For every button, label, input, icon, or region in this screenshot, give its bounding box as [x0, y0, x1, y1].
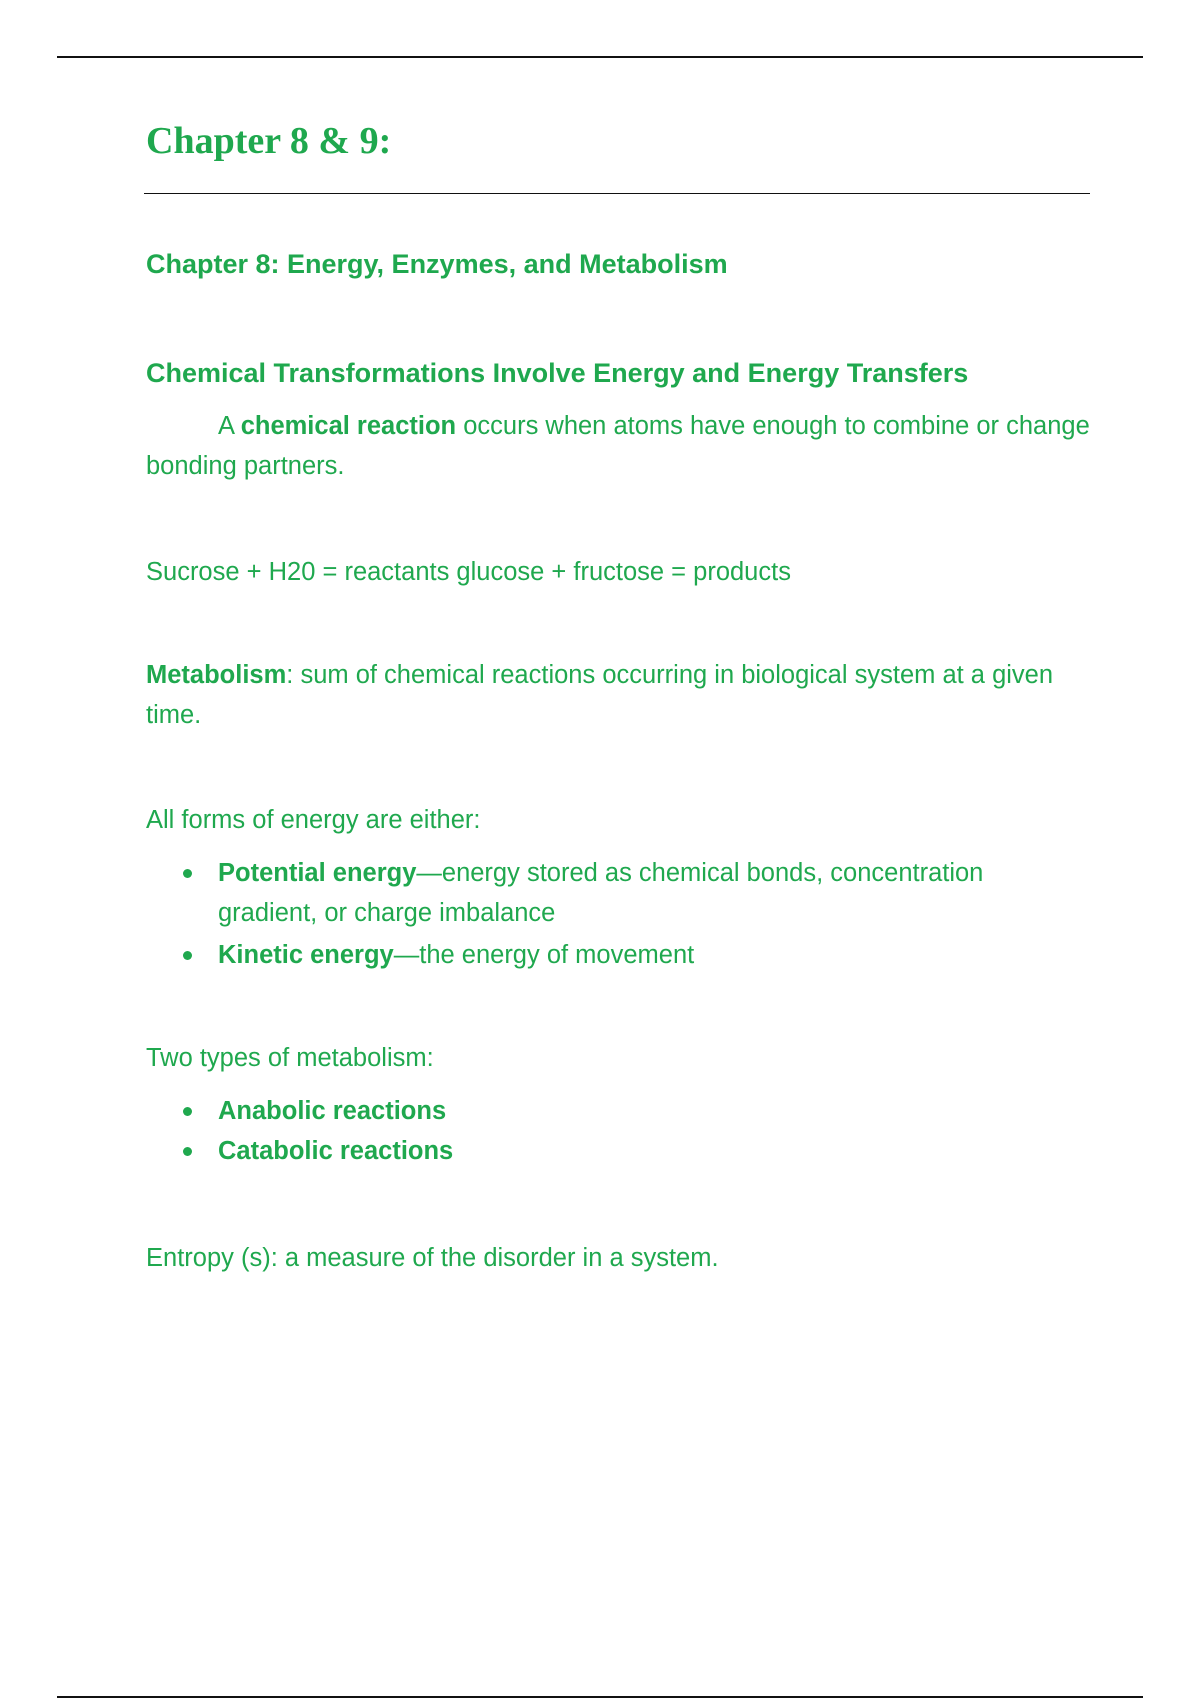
chemical-reaction-prefix: A	[218, 412, 241, 440]
metabolism-paragraph	[146, 655, 1090, 735]
potential-energy-term: Potential energy	[218, 859, 417, 887]
page-title: Chapter 8 & 9:	[146, 120, 392, 162]
kinetic-energy-term: Kinetic energy	[218, 941, 394, 969]
chemical-reaction-paragraph	[146, 406, 1090, 486]
chemical-reaction-term: chemical reaction	[240, 412, 457, 440]
metabolism-definition: : sum of chemical reactions occurring in biological system at a given time.	[146, 661, 1054, 729]
kinetic-energy-text: —the energy of movement	[393, 941, 695, 969]
title-divider	[144, 193, 1090, 194]
chapter-heading: Chapter 8: Energy, Enzymes, and Metabolism	[146, 249, 728, 279]
anabolic-reactions: Anabolic reactions	[218, 1097, 447, 1125]
catabolic-reactions: Catabolic reactions	[218, 1137, 454, 1165]
list-item	[146, 1131, 1018, 1171]
metabolism-term: Metabolism	[146, 661, 287, 689]
list-item	[146, 935, 1018, 975]
page-bottom-rule	[57, 1696, 1143, 1698]
metabolism-types-intro: Two types of metabolism:	[146, 1044, 434, 1072]
metabolism-types-list	[146, 1091, 1090, 1171]
bullet-icon	[183, 951, 192, 960]
bullet-icon	[183, 1107, 192, 1116]
list-item	[146, 1091, 1018, 1131]
page-top-rule	[57, 56, 1143, 58]
reaction-equation: Sucrose + H20 = reactants glucose + fructose = products	[146, 558, 791, 586]
chemical-reaction-definition: occurs when atoms have enough to combine or change bonding partners.	[146, 412, 1090, 480]
list-item	[146, 853, 1018, 933]
bullet-icon	[183, 1147, 192, 1156]
bullet-icon	[183, 869, 192, 878]
energy-forms-intro: All forms of energy are either:	[146, 806, 481, 834]
energy-forms-list	[146, 853, 1090, 975]
potential-energy-text: —energy stored as chemical bonds, concentration gradient, or charge imbalance	[218, 859, 984, 927]
section-heading: Chemical Transformations Involve Energy and Energy Transfers	[146, 358, 969, 388]
entropy-definition: Entropy (s): a measure of the disorder in a system.	[146, 1244, 719, 1272]
